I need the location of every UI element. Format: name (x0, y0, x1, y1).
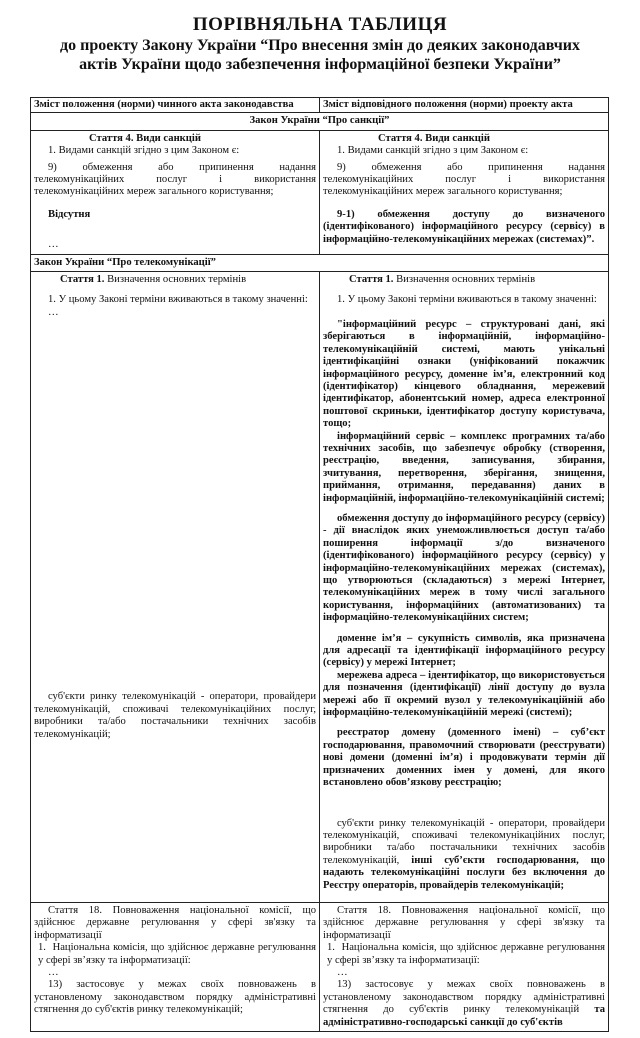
article-title: Стаття 4. Види санкцій (89, 132, 201, 144)
law-heading-telecom: Закон України “Про телекомунікації” (31, 254, 609, 271)
paragraph-13: 13) застосовує у межах своїх повноважень в установленому законодавством порядку адміністративні стягнення до суб'єктів ринку телекомунікацій та адміністративно-господарські санкції до суб'єктів (323, 979, 606, 1028)
table-row (31, 272, 609, 903)
ellipsis: … (48, 966, 59, 978)
paragraph-subjects: суб'єкти ринку телекомунікацій - оператори, провайдери телекомунікацій, споживачі телекомунікаційних послуг, виробники та/або постачальники технічних засобів телекомунікацій, інші суб’єкти господарювання, що надають телекомунікаційні послуги без включення до Реєстру операторів, провайдерів телекомунікацій; (323, 817, 605, 891)
cell-current-sanctions (31, 130, 320, 254)
cell-draft-telecom (320, 272, 609, 903)
definition-access-restriction: обмеження доступу до інформаційного ресурсу (сервісу) - дії внаслідок яких унеможливлюється доступ та/або поширення інформації з/до визначеного (ідентифікованого) інформаційного ресурсу (сервісу) у інформаційно-телекомунікаційних мережах (системах), що утворюються (складаються) з мережі Інтернет, телекомунікаційних мереж в тому числі загального користування, інформаційних (автоматизованих) та інформаційно-телекомунікаційних систем; (323, 512, 605, 624)
cell-draft-article18: Стаття 18. Повноваження національної комісії, що здійснює державне регулювання у сфері зв'язку та інформатизації 1. Національна комісія, що здійснює державне регулювання у сфері зв’язку та інформатизації: … 13) застосовує у межах своїх повноважень в установленому законодавством порядку адміністративні стягнення до суб'єктів ринку телекомунікацій та адміністративно-господарські санкції до суб'єктів (320, 902, 609, 1031)
article-number: Стаття 1. (349, 274, 394, 286)
article-title: Визначення основних термінів (393, 274, 536, 286)
law-heading-row (31, 113, 609, 130)
article-number: Стаття 1. (60, 274, 105, 286)
comparison-table (30, 97, 609, 1032)
paragraph: 1. Видами санкцій згідно з цим Законом є: (48, 145, 240, 157)
definition-information-resource: "інформаційний ресурс – структуровані дані, які зберігаються в інформаційній, інформаційно-телекомунікаційній системі, мають унікальні ідентифікаційні ознаки (уніфікований покажчик інформаційного ресурсу, доменне ім’я, електронний код (ідентифікатор) кінцевого обладнання, мережевий ідентифікатор, абонентський номер, адреса електронної поштової скриньки, ідентифікатор доступу користувача, тощо; (323, 318, 605, 430)
table-row (31, 130, 609, 254)
paragraph: 9) обмеження або припинення надання телекомунікаційних послуг і використання телекомунікаційних мереж загального користування; (34, 161, 316, 198)
absent-label: Відсутня (48, 208, 91, 220)
paragraph: Національна комісія, що здійснює державне регулювання у сфері зв’язку та інформатизації: (38, 942, 317, 966)
paragraph: 9) обмеження або припинення надання телекомунікаційних послуг і використання телекомунікаційних мереж загального користування; (323, 161, 605, 198)
article-title: Стаття 4. Види санкцій (378, 132, 490, 144)
article-title: Стаття 18. Повноваження національної комісії, що здійснює державне регулювання у сфері зв'язку та інформатизації (323, 904, 605, 941)
definition-domain-registrar: реєстратор домену (доменного імені) – суб’єкт господарювання, правомочний створювати (реєструвати) нові домени (доменні ім’я) і продовжувати термін дії призначених доменних імен у домені, для якого встановлено обов’язкову реєстрацію; (323, 727, 605, 789)
paragraph: 1. Видами санкцій згідно з цим Законом є: (337, 145, 529, 157)
paragraph: Національна комісія, що здійснює державне регулювання у сфері зв’язку та інформатизації: (327, 942, 606, 966)
paragraph: суб'єкти ринку телекомунікацій - оператори, провайдери телекомунікацій, споживачі телекомунікаційних послуг, виробники та/або постачальники технічних засобів телекомунікацій; (34, 691, 316, 740)
article-title: Визначення основних термінів (104, 274, 247, 286)
paragraph: 1. У цьому Законі терміни вживаються в такому значенні: (337, 294, 597, 306)
column-header-draft: Зміст відповідного положення (норми) проекту акта (320, 98, 609, 113)
article-title: Стаття 18. Повноваження національної комісії, що здійснює державне регулювання у сфері зв'язку та інформатизації (34, 904, 316, 941)
definition-network-address: мережева адреса – ідентифікатор, що використовується для позначення (ідентифікації) лінії доступу до вузла мережі або її окремий вузол у телекомунікаційній або інформаційно-телекомунікаційній мережі (системі); (323, 669, 605, 719)
column-header-row (31, 98, 609, 113)
cell-current-article18: Стаття 18. Повноваження національної комісії, що здійснює державне регулювання у сфері зв'язку та інформатизації 1. Національна комісія, що здійснює державне регулювання у сфері зв’язку та інформатизації: … 13) застосовує у межах своїх повноважень в установленому законодавством порядку адміністративні стягнення до суб'єктів ринку телекомунікацій; (31, 902, 320, 1031)
paragraph: 1. У цьому Законі терміни вживаються в такому значенні: (48, 294, 308, 306)
document-title: ПОРІВНЯЛЬНА ТАБЛИЦЯ (192, 14, 448, 35)
document-subtitle-line-2: актів України щодо забезпечення інформаційної безпеки України” (79, 56, 561, 73)
definition-information-service: інформаційний сервіс – комплекс програмних та/або технічних засобів, що забезпечує обробку (створення, реєстрацію, введення, записування, збирання, зчитування, перетворення, зберігання, знищення, приймання, отримання, передавання) даних в інформаційній, інформаційно-телекомунікаційній системі; (323, 430, 605, 504)
document-subtitle-line-1: до проекту Закону України “Про внесення змін до деяких законодавчих (60, 37, 580, 54)
paragraph: 13) застосовує у межах своїх повноважень в установленому законодавством порядку адміністративні стягнення до суб'єктів ринку телекомунікацій; (34, 979, 316, 1016)
column-header-current: Зміст положення (норми) чинного акта законодавства (31, 98, 320, 113)
table-row (31, 902, 609, 1031)
ellipsis: … (48, 306, 59, 318)
paragraph-new: 9-1) обмеження доступу до визначеного (ідентифікованого) інформаційного ресурсу (сервісу) в інформаційно-телекомунікаційних мережах (системах)”. (323, 208, 605, 245)
ellipsis: … (48, 239, 59, 251)
cell-draft-sanctions (320, 130, 609, 254)
ellipsis: … (337, 966, 348, 978)
cell-current-telecom (31, 272, 320, 903)
law-heading-sanctions: Закон України “Про санкції” (31, 113, 609, 130)
document-header (0, 0, 640, 74)
law-heading-row (31, 254, 609, 271)
definition-domain-name: доменне ім’я – сукупність символів, яка призначена для адресації та ідентифікації інформаційного ресурсу (сервісу) у мережі Інтернет; (323, 632, 605, 669)
